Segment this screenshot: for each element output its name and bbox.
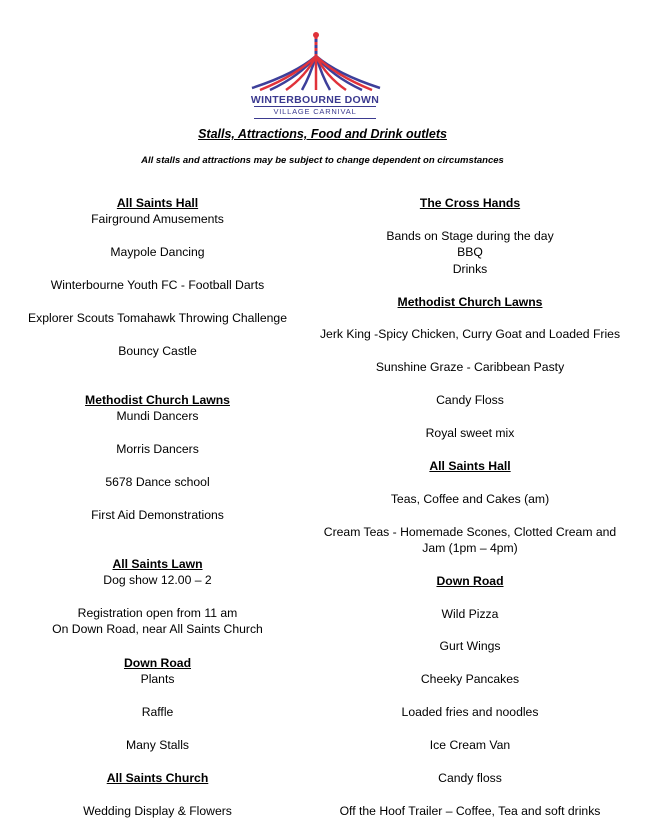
list-item: Explorer Scouts Tomahawk Throwing Challenge bbox=[27, 311, 287, 325]
list-item: Bands on Stage during the day bbox=[386, 229, 554, 243]
list-item: Winterbourne Youth FC - Football Darts bbox=[50, 278, 265, 292]
section-heading: Down Road bbox=[123, 656, 192, 670]
list-item: 5678 Dance school bbox=[105, 475, 210, 489]
page-title: Stalls, Attractions, Food and Drink outlets bbox=[198, 127, 447, 141]
list-item: BBQ bbox=[457, 245, 483, 259]
list-item: Loaded fries and noodles bbox=[401, 705, 539, 719]
list-item: Off the Hoof Trailer – Coffee, Tea and soft drinks bbox=[339, 804, 601, 818]
page-subtitle: All stalls and attractions may be subject to change dependent on circumstances bbox=[141, 155, 504, 166]
list-item: Fairground Amusements bbox=[91, 212, 224, 226]
list-item: Raffle bbox=[141, 705, 174, 719]
section-heading: Methodist Church Lawns bbox=[397, 295, 543, 309]
list-item: Sunshine Graze - Caribbean Pasty bbox=[375, 360, 565, 374]
list-item: Mundi Dancers bbox=[116, 409, 199, 423]
logo-name-line2: VILLAGE CARNIVAL bbox=[273, 107, 357, 116]
list-item: Drinks bbox=[452, 262, 488, 276]
list-item: Dog show 12.00 – 2 bbox=[103, 573, 212, 587]
list-item: Candy Floss bbox=[436, 393, 504, 407]
list-item: Morris Dancers bbox=[116, 442, 199, 456]
list-item: Wedding Display & Flowers bbox=[83, 804, 232, 818]
list-item: Cheeky Pancakes bbox=[420, 672, 520, 686]
list-item: On Down Road, near All Saints Church bbox=[52, 622, 263, 636]
list-item: Plants bbox=[140, 672, 175, 686]
list-item: Maypole Dancing bbox=[110, 245, 205, 259]
section-heading: The Cross Hands bbox=[419, 196, 521, 210]
list-item: Royal sweet mix bbox=[425, 426, 515, 440]
list-item: Cream Teas - Homemade Scones, Clotted Cream and bbox=[323, 525, 617, 539]
section-heading: All Saints Church bbox=[106, 771, 209, 785]
list-item: Candy floss bbox=[438, 771, 502, 785]
right-column bbox=[315, 0, 625, 832]
list-item: Bouncy Castle bbox=[118, 344, 197, 358]
section-heading: All Saints Lawn bbox=[112, 557, 203, 571]
list-item: First Aid Demonstrations bbox=[91, 508, 224, 522]
section-heading: All Saints Hall bbox=[116, 196, 199, 210]
section-heading: Methodist Church Lawns bbox=[85, 393, 230, 407]
left-column bbox=[0, 0, 315, 832]
section-heading: Down Road bbox=[436, 574, 504, 588]
list-item: Wild Pizza bbox=[441, 607, 499, 621]
list-item: Ice Cream Van bbox=[429, 738, 511, 752]
list-item: Gurt Wings bbox=[439, 639, 501, 653]
list-item: Registration open from 11 am bbox=[77, 606, 238, 620]
list-item: Teas, Coffee and Cakes (am) bbox=[390, 492, 550, 506]
logo-name-line1: WINTERBOURNE DOWN bbox=[250, 94, 380, 106]
list-item: Many Stalls bbox=[126, 738, 189, 752]
section-heading: All Saints Hall bbox=[429, 459, 511, 473]
list-item: Jam (1pm – 4pm) bbox=[422, 541, 518, 555]
list-item: Jerk King -Spicy Chicken, Curry Goat and Loaded Fries bbox=[319, 327, 621, 341]
